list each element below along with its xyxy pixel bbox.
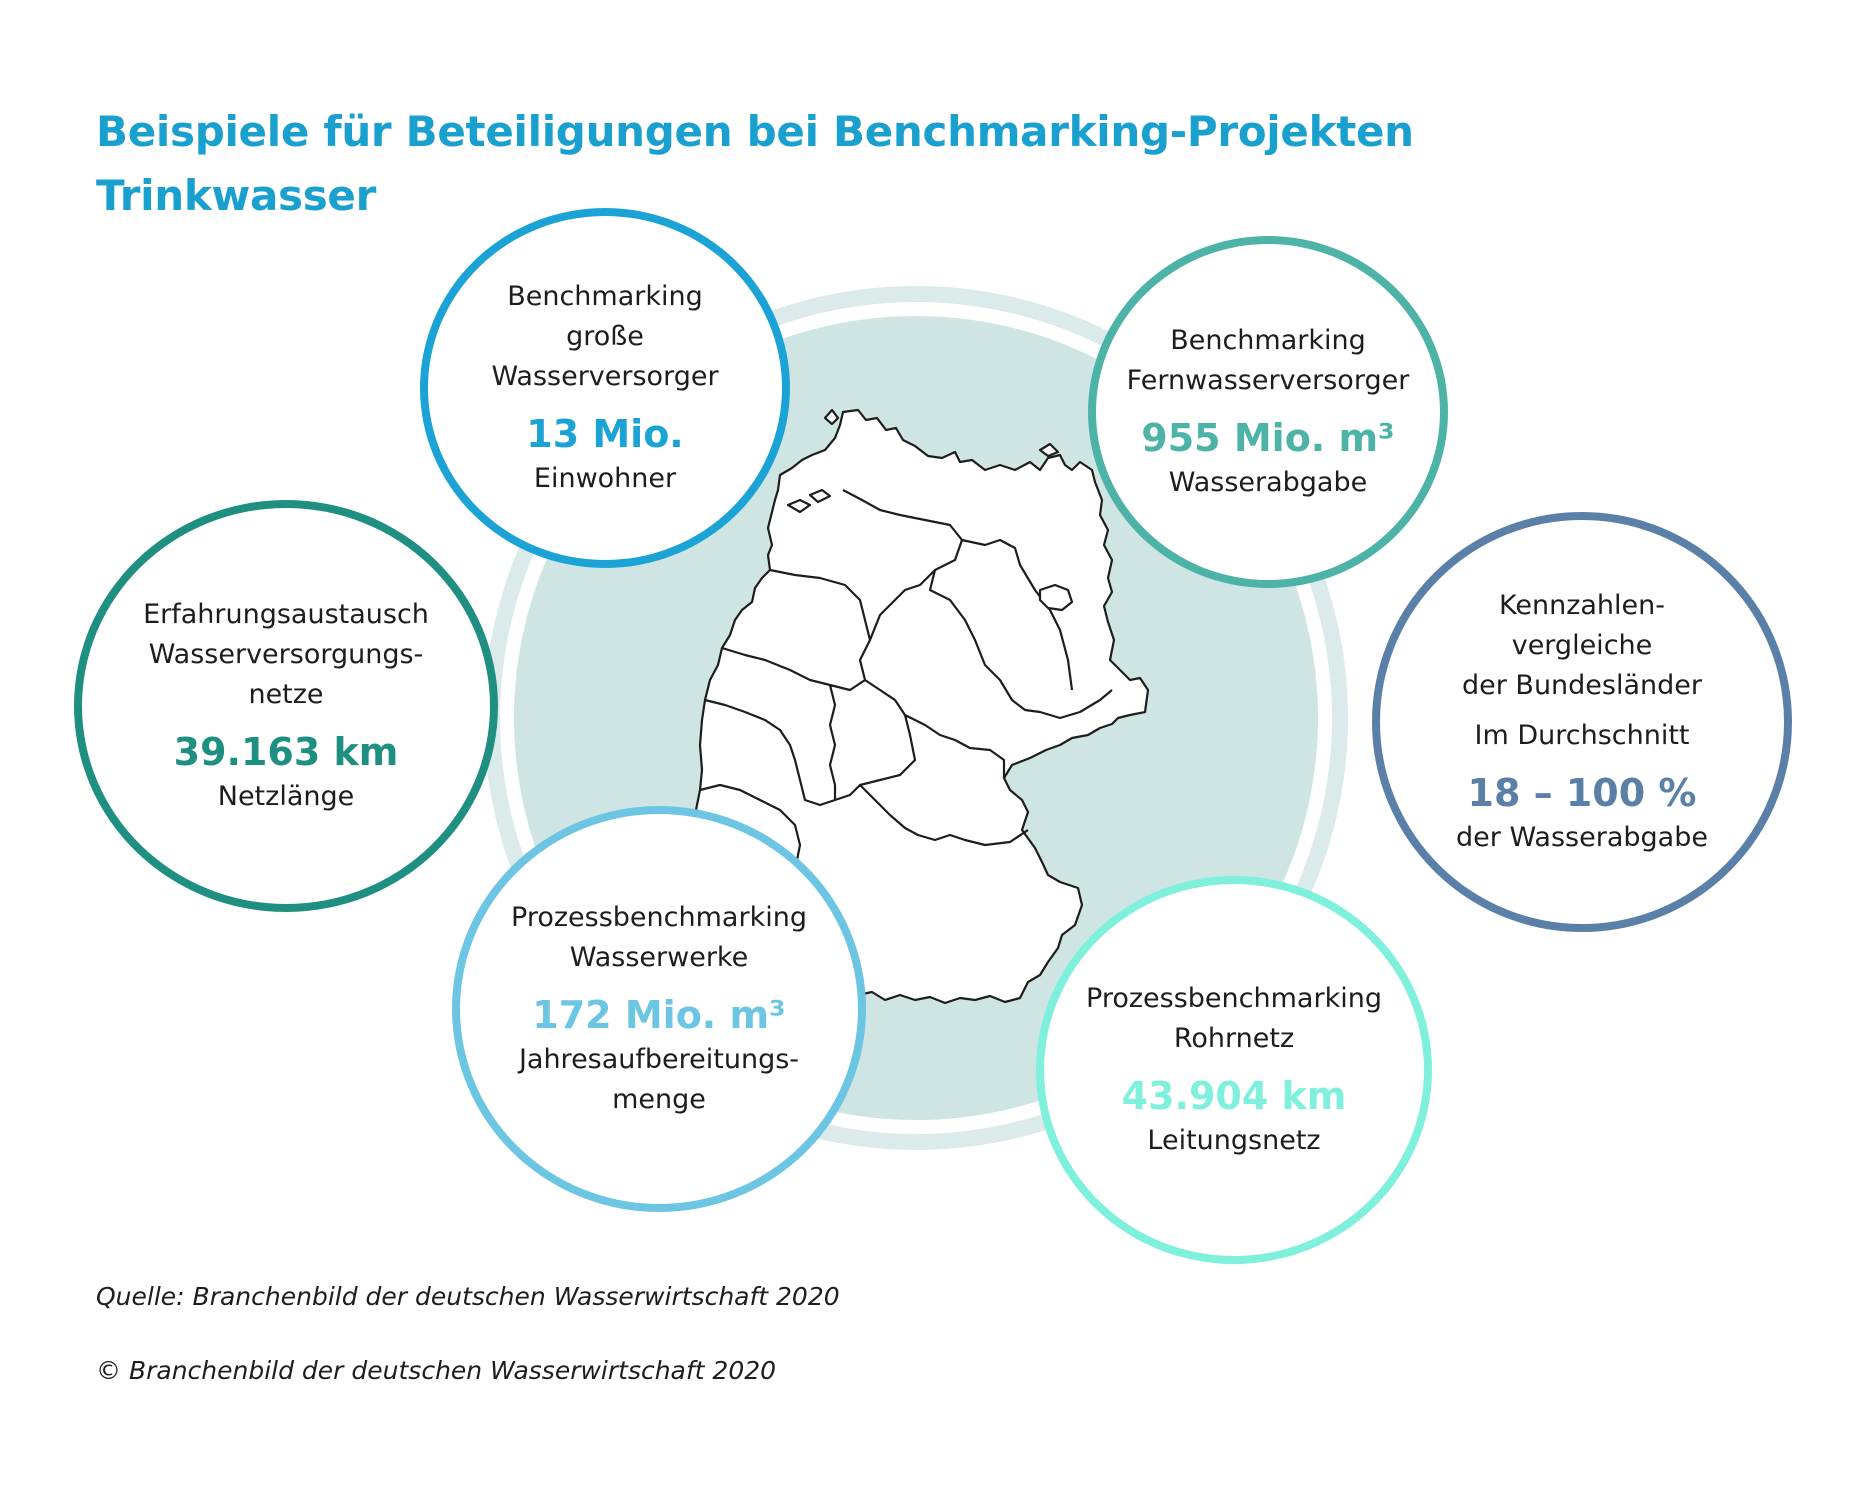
bubble-unit-label: Leitungsnetz <box>1147 1125 1321 1156</box>
title-line-2: Trinkwasser <box>96 171 377 220</box>
bubble-label-line: Fernwasserversorger <box>1126 365 1410 396</box>
bubble-unit-label: Jahresaufbereitungs- <box>518 1044 800 1075</box>
bubble-label-line: Benchmarking <box>507 281 703 312</box>
berlin <box>1040 585 1072 610</box>
title-line-1: Beispiele für Beteiligungen bei Benchmarking-Projekten <box>96 107 1414 156</box>
bubble-unit-label: Wasserabgabe <box>1168 467 1368 498</box>
source-note: Quelle: Branchenbild der deutschen Wasserwirtschaft 2020 <box>96 1282 840 1311</box>
bubble-fernwasserversorger <box>1088 236 1448 588</box>
bubble-unit-label: Netzlänge <box>217 781 355 812</box>
bubble-erfahrungsaustausch <box>74 500 498 912</box>
bubble-value: 39.163 km <box>173 730 399 774</box>
copyright-note: © Branchenbild der deutschen Wasserwirtschaft 2020 <box>96 1356 777 1385</box>
bubble-label-line: Prozessbenchmarking <box>511 902 807 933</box>
bubble-label-line: Wasserwerke <box>569 942 749 973</box>
bubble-label-line: Im Durchschnitt <box>1474 720 1690 751</box>
bubble-label-line: Wasserversorgungs- <box>148 639 424 670</box>
bubble-label-line: vergleiche <box>1511 630 1653 661</box>
bubble-label-line: Prozessbenchmarking <box>1086 983 1382 1014</box>
bubble-label-line: Wasserversorger <box>491 361 719 392</box>
bubble-value: 955 Mio. m³ <box>1141 416 1395 460</box>
bubble-rohrnetz <box>1036 876 1432 1264</box>
bubble-label-line: der Bundesländer <box>1461 670 1702 701</box>
bubble-wasserwerke <box>452 806 866 1212</box>
bubble-value: 18 – 100 % <box>1467 771 1697 815</box>
bubble-unit-label: menge <box>612 1084 706 1115</box>
bubble-label-line: netze <box>248 679 324 710</box>
bubble-grosse-wasserversorger <box>420 208 790 568</box>
bubble-label-line: Rohrnetz <box>1173 1023 1295 1054</box>
bubble-value: 43.904 km <box>1121 1074 1347 1118</box>
bubble-value: 13 Mio. <box>526 412 684 456</box>
bubble-label-line: Kennzahlen- <box>1499 590 1665 621</box>
page-title <box>96 100 1414 228</box>
bubble-label-line: Benchmarking <box>1170 325 1366 356</box>
bubble-unit-label: Einwohner <box>533 463 677 494</box>
bubble-label-line: Erfahrungsaustausch <box>143 599 429 630</box>
bubble-unit-label: der Wasserabgabe <box>1456 822 1708 853</box>
bubble-kennzahlenvergleiche <box>1372 512 1792 932</box>
bubble-value: 172 Mio. m³ <box>532 993 786 1037</box>
bubble-label-line: große <box>566 321 644 352</box>
